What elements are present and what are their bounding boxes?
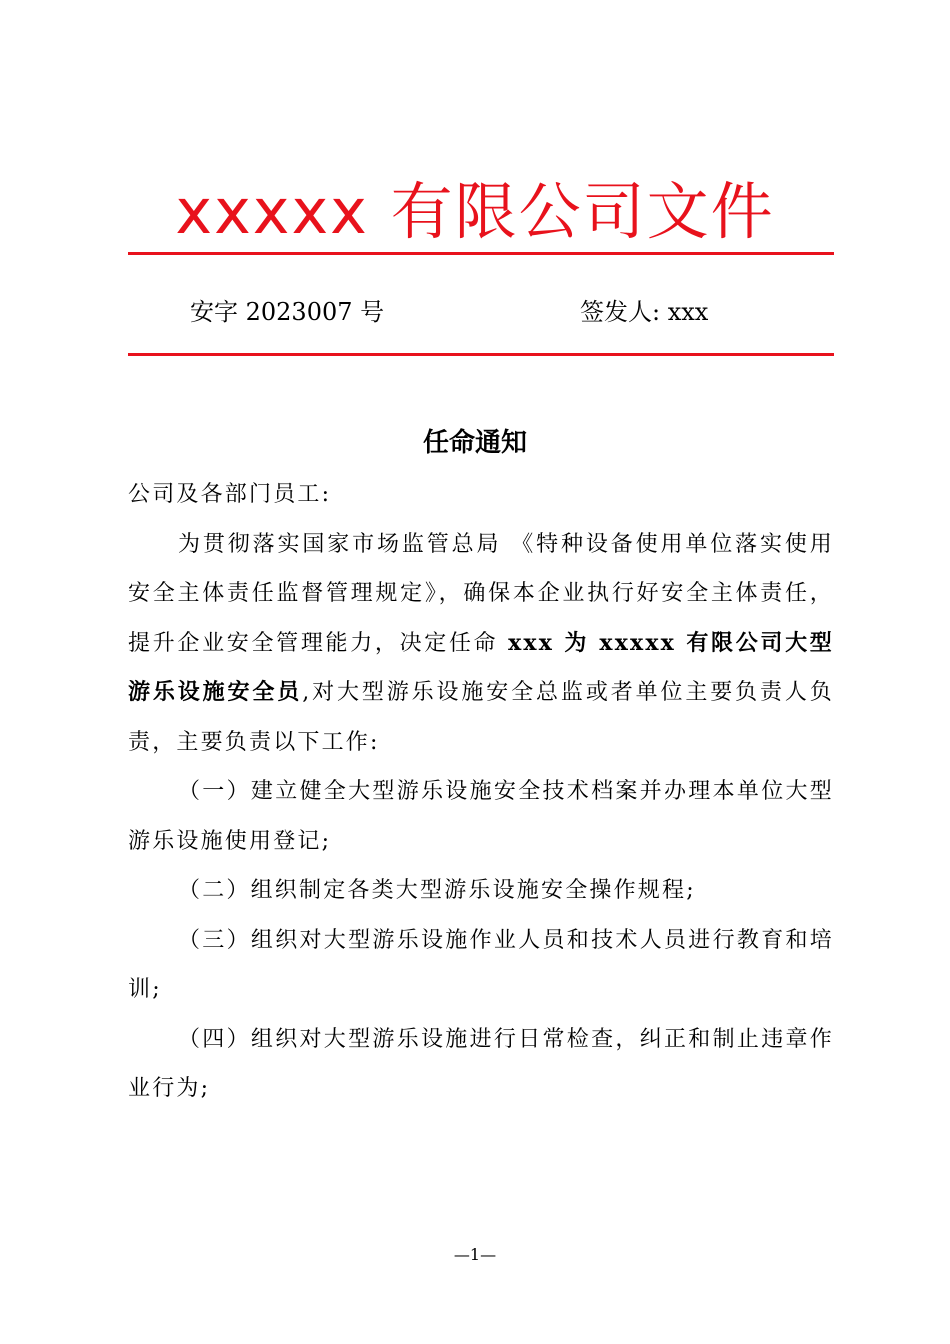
intro-text-part1: 为贯彻落实国家市场监管总局 《特种设备使用单位落实使用安全主体责任监督管理规定》，确保本企业执行好安全主体责任，提升企业安全管理能力，决定任命 [128,531,834,656]
header-divider-bottom [128,353,834,356]
header-divider-top [128,252,834,255]
document-signer: 签发人: xxx [580,298,709,326]
page-number: —1— [453,1245,497,1264]
duty-item-2: （二）组织制定各类大型游乐设施安全操作规程; [178,878,696,903]
duty-item-4: （四）组织对大型游乐设施进行日常检查，纠正和制止违章作业行为; [128,1026,834,1101]
duty-item-1: （一）建立健全大型游乐设施安全技术档案并办理本单位大型游乐设施使用登记; [128,779,834,854]
document-header-title: xxxxx 有限公司文件 [175,175,775,248]
salutation: 公司及各部门员工: [128,482,332,507]
notice-title: 任命通知 [422,428,527,458]
notice-body [128,470,834,1114]
intro-text-part2: ,对大型游乐设施安全总监或者单位主要负责人负责，主要负责以下工作: [128,680,834,755]
intro-paragraph [128,520,834,768]
appointment-highlight: xxx 为 xxxxx 有限公司大型游乐设施安全员 [128,629,834,705]
document-number: 安字 2023007 号 [190,298,385,326]
duty-item-3: （三）组织对大型游乐设施作业人员和技术人员进行教育和培训; [128,927,834,1002]
